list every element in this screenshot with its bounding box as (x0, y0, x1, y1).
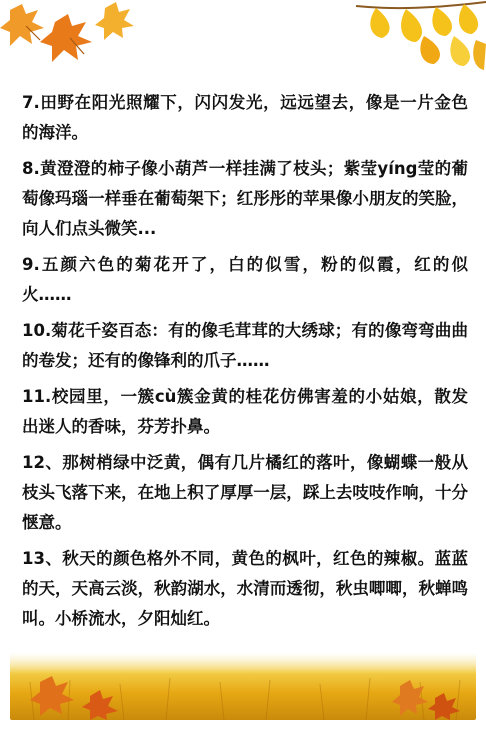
ginkgo-branch-icon (336, 0, 486, 80)
maple-leaves-icon (0, 0, 160, 70)
paragraph-11: 11.校园里，一簇cù簇金黄的桂花仿佛害羞的小姑娘，散发出迷人的香味，芬芳扑鼻。 (22, 387, 468, 436)
paragraph-7: 7.田野在阳光照耀下，闪闪发光，远远望去，像是一片金色的海洋。 (22, 93, 468, 142)
paragraph-8: 8.黄澄澄的柿子像小葫芦一样挂满了枝头；紫莹yíng莹的葡萄像玛瑙一样垂在葡萄架下；红彤彤的苹果像小朋友的笑脸，向人们点头微笑... (22, 159, 468, 238)
paragraph-13: 13、秋天的颜色格外不同，黄色的枫叶，红色的辣椒。蓝蓝的天，天高云淡，秋韵湖水，水清而透彻，秋虫唧唧，秋蝉鸣叫。小桥流水，夕阳灿红。 (22, 549, 468, 628)
paragraph-12: 12、那树梢绿中泛黄，偶有几片橘红的落叶，像蝴蝶一般从枝头飞落下来，在地上积了厚厚一层，踩上去吱吱作响，十分惬意。 (22, 453, 468, 532)
golden-wheat-field-icon (10, 652, 476, 720)
text-content (22, 88, 468, 640)
paragraph-10: 10.菊花千姿百态：有的像毛茸茸的大绣球；有的像弯弯曲曲的卷发；还有的像锋利的爪子…… (22, 321, 468, 370)
paragraph-9: 9.五颜六色的菊花开了，白的似雪，粉的似霞，红的似火…… (22, 255, 468, 304)
